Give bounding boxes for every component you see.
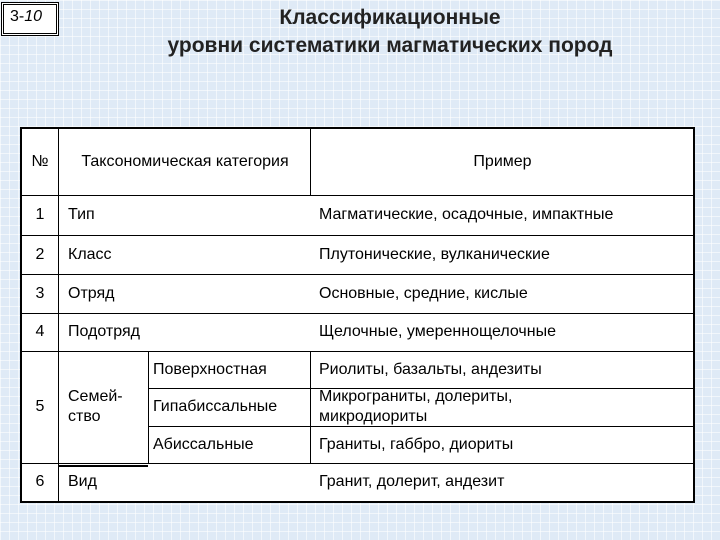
col-divider [58, 129, 59, 501]
row-number: 3 [35, 284, 45, 302]
col-divider [148, 351, 149, 463]
header-example: Пример [473, 153, 532, 170]
slide-title-line2: уровни систематики магматических пород [167, 34, 613, 57]
row-category: Класс [68, 245, 112, 263]
row-example: Микрограниты, долериты, микродиориты [319, 388, 513, 425]
subcategory: Гипабиссальные [153, 398, 278, 415]
row-number: 4 [35, 323, 45, 340]
row-number: 1 [35, 206, 45, 223]
taxonomy-table [20, 127, 695, 503]
row-number: 2 [35, 245, 45, 263]
row-number: 5 [35, 398, 45, 415]
row-category: Отряд [68, 284, 115, 302]
col-divider [310, 351, 311, 463]
row-number: 6 [35, 473, 45, 490]
col-divider [310, 129, 311, 195]
subcategory: Абиссальные [153, 435, 254, 453]
row-example: Граниты, габбро, диориты [319, 435, 514, 453]
row-category: Тип [68, 206, 95, 223]
row-category: Подотряд [68, 323, 140, 340]
row-example: Плутонические, вулканические [319, 245, 550, 263]
subcategory: Поверхностная [153, 360, 267, 378]
row-example: Риолиты, базальты, андезиты [319, 360, 542, 378]
header-number: № [31, 153, 49, 170]
slide-number-value: 10 [24, 8, 43, 25]
slide-number-badge [1, 2, 59, 36]
slide-title [60, 4, 720, 64]
row-category: Вид [68, 473, 97, 490]
row-example: Щелочные, умереннощелочные [319, 323, 556, 340]
row-example: Гранит, долерит, андезит [319, 473, 505, 490]
slide-title-line1: Классификационные [279, 6, 501, 29]
header-category: Таксономическая категория [81, 153, 289, 170]
row-category: Семей-ство [68, 388, 123, 425]
row-example: Основные, средние, кислые [319, 284, 528, 302]
row-example: Магматические, осадочные, импактные [319, 206, 614, 223]
slide-number-prefix: 3- [10, 8, 25, 25]
